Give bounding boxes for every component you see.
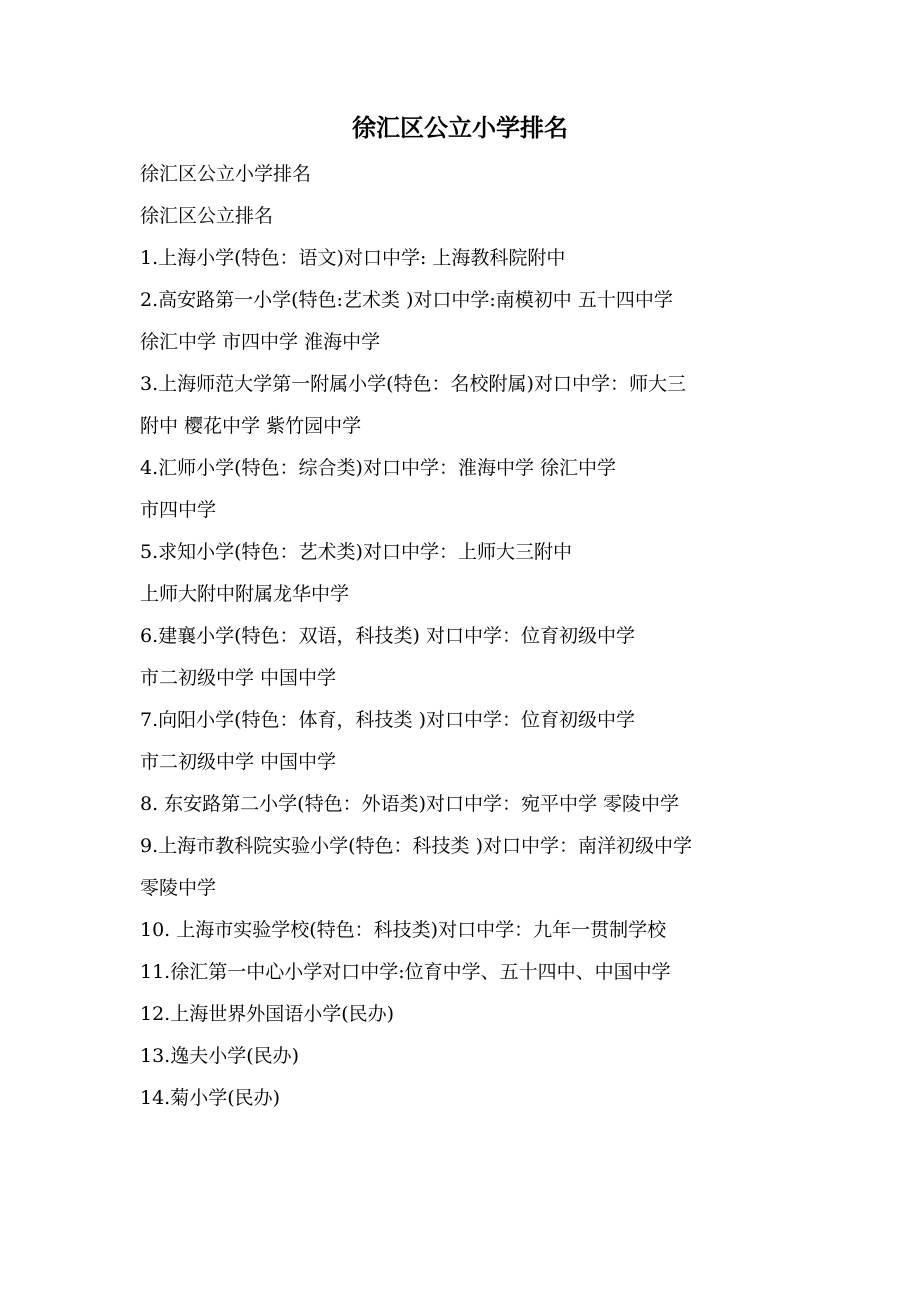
text-line: 市四中学 xyxy=(140,499,217,521)
text-line: 市二初级中学 中国中学 xyxy=(140,667,337,689)
text-line: 5.求知小学(特色：艺术类)对口中学：上师大三附中 xyxy=(140,541,572,563)
text-line: 8. 东安路第二小学(特色：外语类)对口中学：宛平中学 零陵中学 xyxy=(140,793,680,815)
text-line: 6.建襄小学(特色：双语，科技类) 对口中学：位育初级中学 xyxy=(140,625,635,647)
text-line: 11.徐汇第一中心小学对口中学:位育中学、五十四中、中国中学 xyxy=(140,961,671,983)
subtitle-line: 徐汇区公立排名 xyxy=(140,205,274,227)
text-line: 14.菊小学(民办) xyxy=(140,1087,281,1109)
text-line: 市二初级中学 中国中学 xyxy=(140,751,337,773)
text-line: 附中 樱花中学 紫竹园中学 xyxy=(140,415,362,437)
text-line: 12.上海世界外国语小学(民办) xyxy=(140,1003,395,1025)
text-line: 上师大附中附属龙华中学 xyxy=(140,583,350,605)
text-line: 13.逸夫小学(民办) xyxy=(140,1045,300,1067)
text-line: 4.汇师小学(特色：综合类)对口中学：淮海中学 徐汇中学 xyxy=(140,457,616,479)
text-line: 9.上海市教科院实验小学(特色：科技类 )对口中学：南洋初级中学 xyxy=(140,835,692,857)
subtitle-line: 徐汇区公立小学排名 xyxy=(140,163,312,185)
text-line: 1.上海小学(特色：语文)对口中学: 上海教科院附中 xyxy=(140,247,566,269)
text-line: 零陵中学 xyxy=(140,877,217,899)
page-title: 徐汇区公立小学排名 xyxy=(352,113,568,142)
text-line: 3.上海师范大学第一附属小学(特色：名校附属)对口中学：师大三 xyxy=(140,373,686,395)
text-line: 7.向阳小学(特色：体育，科技类 )对口中学：位育初级中学 xyxy=(140,709,635,731)
text-line: 徐汇中学 市四中学 淮海中学 xyxy=(140,331,381,353)
text-line: 10. 上海市实验学校(特色：科技类)对口中学：九年一贯制学校 xyxy=(140,919,667,941)
text-line: 2.高安路第一小学(特色:艺术类 )对口中学:南模初中 五十四中学 xyxy=(140,289,673,311)
